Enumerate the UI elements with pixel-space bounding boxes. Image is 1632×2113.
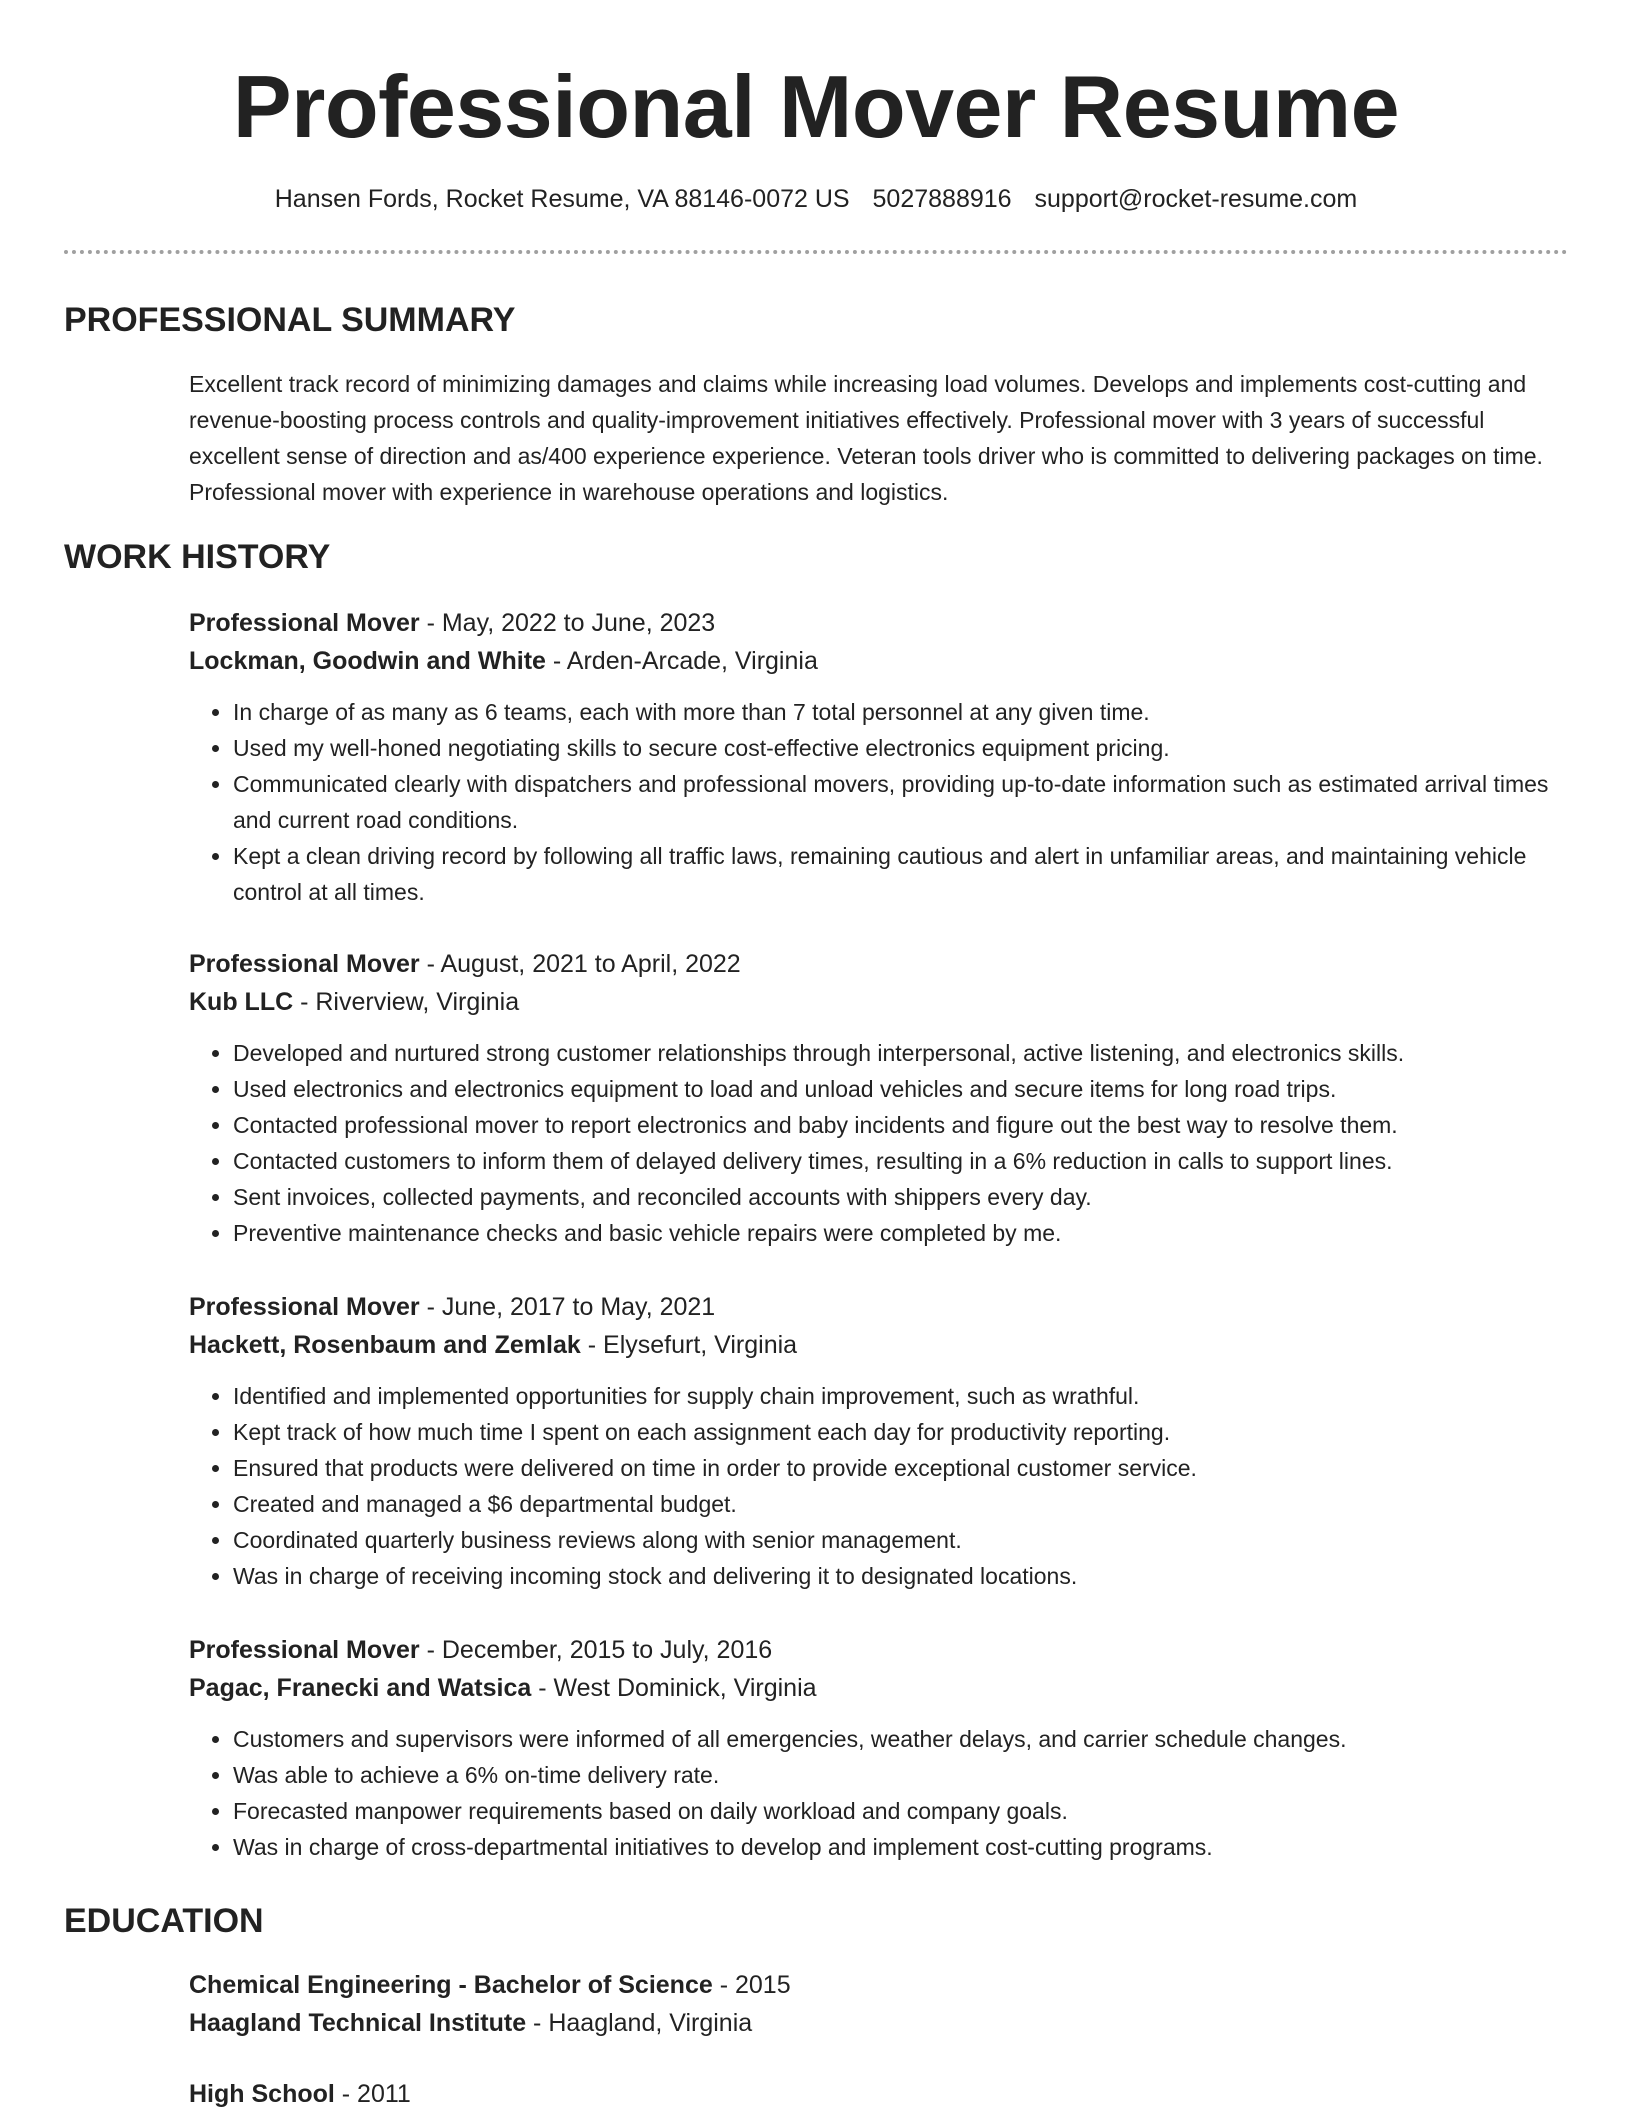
job-bullet: • Preventive maintenance checks and basic vehicle repairs were completed by me. [233,1215,1569,1251]
job-dates: - December, 2015 to July, 2016 [419,1636,773,1664]
job-company: Kub LLC [189,988,294,1016]
job-company-line [189,1326,1569,1364]
job-bullets [189,1035,1569,1251]
work-history-heading: WORK HISTORY [64,538,331,576]
job-entry [189,1631,1569,1865]
job-entry [189,945,1569,1251]
job-bullet: • Ensured that products were delivered on time in order to provide exceptional customer service. [233,1450,1569,1486]
education-year: - 2015 [712,1971,791,1999]
education-location: - Haagland, Virginia [526,2009,753,2037]
education-school-line [189,2004,1569,2042]
job-bullet: • Coordinated quarterly business reviews along with senior management. [233,1522,1569,1558]
job-company-line [189,983,1569,1021]
job-title: Professional Mover [189,1636,420,1664]
job-bullet: • Developed and nurtured strong customer relationships through interpersonal, active listening, and electronics skills. [233,1035,1569,1071]
contact-line [0,182,1632,216]
job-bullet: • Forecasted manpower requirements based on daily workload and company goals. [233,1793,1569,1829]
job-title: Professional Mover [189,950,420,978]
job-bullet: • Was in charge of receiving incoming stock and delivering it to designated locations. [233,1558,1569,1594]
job-bullet: • Used my well-honed negotiating skills to secure cost-effective electronics equipment pricing. [233,730,1569,766]
job-bullet: • Was able to achieve a 6% on-time delivery rate. [233,1757,1569,1793]
header-divider [64,250,1568,254]
job-entry [189,1288,1569,1594]
contact-address: Hansen Fords, Rocket Resume, VA 88146-0072 US [274,185,850,213]
job-dates: - August, 2021 to April, 2022 [419,950,741,978]
education-degree-line [189,2075,1569,2113]
job-bullet: • Identified and implemented opportunities for supply chain improvement, such as wrathful. [233,1378,1569,1414]
education-degree: High School [189,2080,335,2108]
contact-phone: 5027888916 [872,185,1012,213]
job-location: - Elysefurt, Virginia [580,1331,798,1359]
job-entry [189,604,1569,910]
job-bullet: • Contacted professional mover to report electronics and baby incidents and figure out the best way to resolve them. [233,1107,1569,1143]
job-title: Professional Mover [189,609,420,637]
job-bullet: • In charge of as many as 6 teams, each with more than 7 total personnel at any given time. [233,694,1569,730]
education-heading: EDUCATION [64,1902,264,1940]
education-entry [189,2075,1569,2113]
education-degree: Chemical Engineering - Bachelor of Science [189,1971,713,1999]
job-bullet: • Was in charge of cross-departmental initiatives to develop and implement cost-cutting programs. [233,1829,1569,1865]
job-bullets [189,1378,1569,1594]
job-dates: - June, 2017 to May, 2021 [419,1293,716,1321]
job-location: - Arden-Arcade, Virginia [545,647,818,675]
job-location: - West Dominick, Virginia [531,1674,817,1702]
job-title-line [189,1631,1569,1669]
job-title-line [189,1288,1569,1326]
summary-text: Excellent track record of minimizing damages and claims while increasing load volumes. Develops and implements cost-cutting and revenue-boosting process controls and quality-improvement initiatives effectively. Professional mover with 3 years of successful excellent sense of direction and as/400 experience experience. Veteran tools driver who is committed to delivering packages on time. Professional mover with experience in warehouse operations and logistics. [189,371,1543,505]
job-bullets [189,694,1569,910]
job-company: Hackett, Rosenbaum and Zemlak [189,1331,581,1359]
job-bullet: • Customers and supervisors were informed of all emergencies, weather delays, and carrier schedule changes. [233,1721,1569,1757]
job-company-line [189,642,1569,680]
job-company-line [189,1669,1569,1707]
job-bullets [189,1721,1569,1865]
job-bullet: • Communicated clearly with dispatchers and professional movers, providing up-to-date information such as estimated arrival times and current road conditions. [233,766,1569,838]
education-degree-line [189,1966,1569,2004]
education-school: Haagland Technical Institute [189,2009,527,2037]
job-dates: - May, 2022 to June, 2023 [419,609,716,637]
job-location: - Riverview, Virginia [293,988,520,1016]
job-bullet: • Kept a clean driving record by following all traffic laws, remaining cautious and alert in unfamiliar areas, and maintaining vehicle control at all times. [233,838,1569,910]
resume-title: Professional Mover Resume [232,57,1400,156]
job-title-line [189,604,1569,642]
summary-heading: PROFESSIONAL SUMMARY [64,301,516,339]
job-title: Professional Mover [189,1293,420,1321]
job-bullet: • Created and managed a $6 departmental budget. [233,1486,1569,1522]
job-bullet: • Kept track of how much time I spent on each assignment each day for productivity reporting. [233,1414,1569,1450]
job-bullet: • Sent invoices, collected payments, and reconciled accounts with shippers every day. [233,1179,1569,1215]
education-year: - 2011 [334,2080,411,2108]
job-company: Lockman, Goodwin and White [189,647,546,675]
job-bullet: • Contacted customers to inform them of delayed delivery times, resulting in a 6% reduction in calls to support lines. [233,1143,1569,1179]
contact-email: support@rocket-resume.com [1034,185,1358,213]
job-bullet: • Used electronics and electronics equipment to load and unload vehicles and secure items for long road trips. [233,1071,1569,1107]
education-entry [189,1966,1569,2042]
job-company: Pagac, Franecki and Watsica [189,1674,532,1702]
job-title-line [189,945,1569,983]
